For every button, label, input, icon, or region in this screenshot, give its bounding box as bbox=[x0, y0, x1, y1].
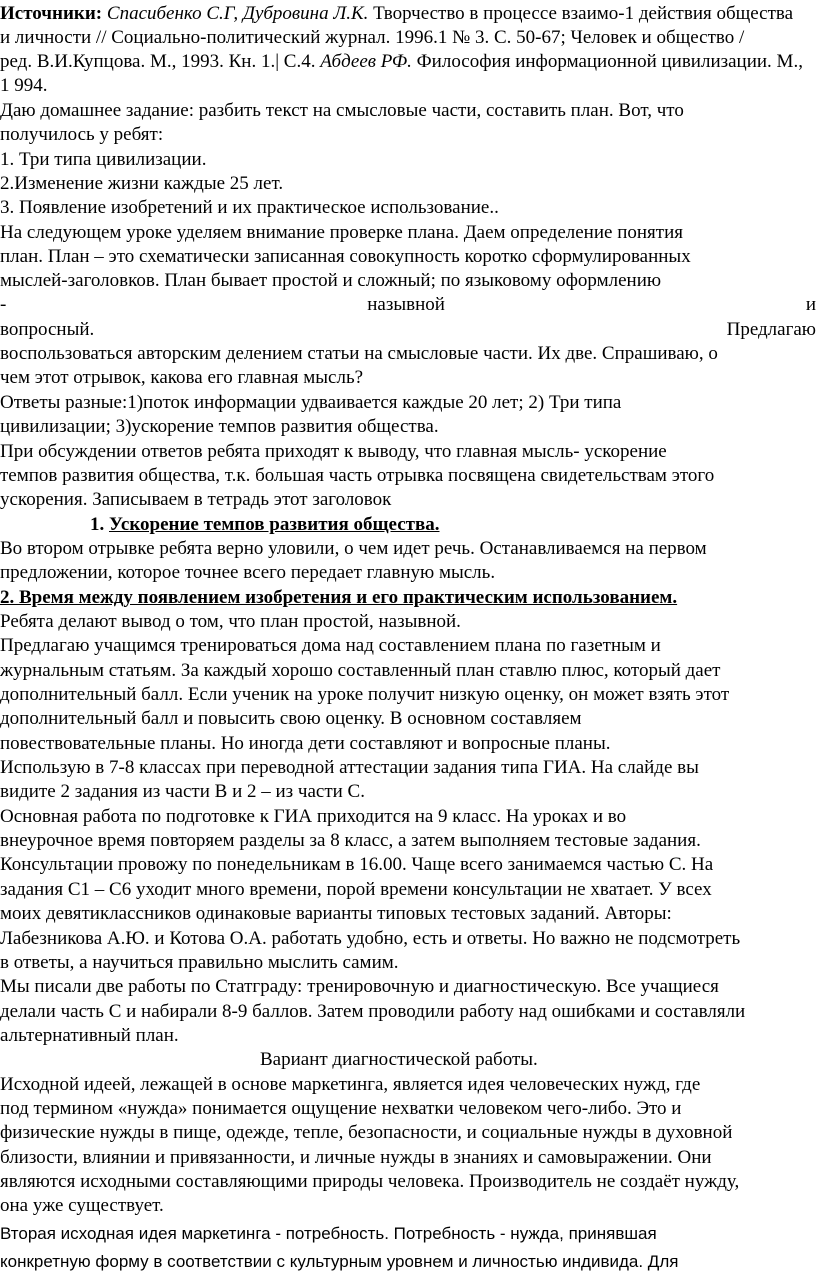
sources-line-4: 1 994. bbox=[0, 75, 48, 96]
sources-label: Источники: bbox=[0, 3, 103, 24]
plan-check-line-2: план. План – это схематически записанная совокупность коротко сформулированных bbox=[0, 246, 691, 267]
gia-line-9: в ответы, а научиться правильно мыслить самим. bbox=[0, 952, 399, 973]
plan-item-1: 1. Три типа цивилизации. bbox=[0, 149, 207, 170]
training-line-3: дополнительный балл. Если ученик на уроке получит низкую оценку, он может взять этот bbox=[0, 684, 730, 705]
plan-item-2: 2.Изменение жизни каждые 25 лет. bbox=[0, 173, 284, 194]
variant-line-3: физические нужды в пище, одежде, тепле, безопасности, и социальные нужды в духовной bbox=[0, 1122, 733, 1143]
gia-line-6: задания С1 – С6 уходит много времени, порой времени консультации не хватает. У всех bbox=[0, 879, 712, 900]
variant-line-6: она уже существует. bbox=[0, 1195, 164, 1216]
gia-line-5: Консультации провожу по понедельникам в 16.00. Чаще всего занимаемся частью С. На bbox=[0, 854, 714, 875]
sources-author-2: Абдеев РФ. bbox=[320, 51, 412, 72]
gia-line-7: моих девятиклассников одинаковые варианты типовых тестовых заданий. Авторы: bbox=[0, 903, 672, 924]
discussion-line-2: темпов развития общества, т.к. большая часть отрывка посвящена свидетельствам этого bbox=[0, 465, 715, 486]
variant-line-5: являются исходными составляющими природы человека. Производитель не создаёт нужду, bbox=[0, 1171, 740, 1192]
homework-line-2: получилось у ребят: bbox=[0, 124, 164, 145]
training-line-1: Предлагаю учащимся тренироваться дома над составлением плана по газетным и bbox=[0, 635, 661, 656]
conclusion-line: Ребята делают вывод о том, что план простой, назывной. bbox=[0, 611, 461, 632]
homework-line-1: Даю домашнее задание: разбить текст на смысловые части, составить план. Вот, что bbox=[0, 100, 684, 121]
statgrad-line-2: делали часть С и набирали 8-9 баллов. Затем проводили работу над ошибками и составляли bbox=[0, 1001, 746, 1022]
plan-check-line-1: На следующем уроке уделяем внимание проверке плана. Даем определение понятия bbox=[0, 222, 683, 243]
statgrad-line-3: альтернативный план. bbox=[0, 1025, 179, 1046]
plan-item-3: 3. Появление изобретений и их практическое использование.. bbox=[0, 197, 499, 218]
marketing-line-1: Вторая исходная идея маркетинга - потребность. Потребность - нужда, принявшая bbox=[0, 1224, 657, 1243]
gia-line-8: Лабезникова А.Ю. и Котова О.А. работать удобно, есть и ответы. Но важно не подсмотреть bbox=[0, 928, 741, 949]
answers-line-1: Ответы разные:1)поток информации удваивается каждые 20 лет; 2) Три типа bbox=[0, 392, 622, 413]
discussion-line-3: ускорения. Записываем в тетрадь этот заголовок bbox=[0, 489, 392, 510]
marketing-line-2: конкретную форму в соответствии с культурным уровнем и личностью индивида. Для bbox=[0, 1252, 679, 1271]
sources-author-1: Спасибенко С.Г, Дубровина Л.К. bbox=[106, 3, 369, 24]
heading-1-text: Ускорение темпов развития общества. bbox=[109, 514, 440, 535]
variant-line-4: близости, влиянии и привязанности, и личные нужды в знаниях и самовыражении. Они bbox=[0, 1147, 712, 1168]
second-excerpt-line-2: предложении, которое точнее всего передает главную мысль. bbox=[0, 562, 496, 583]
discussion-line-1: При обсуждении ответов ребята приходят к выводу, что главная мысль- ускорение bbox=[0, 441, 667, 462]
plan-check-line-3: мыслей-заголовков. План бывает простой и сложный; по языковому оформлению bbox=[0, 270, 662, 291]
sources-line-3: ред. В.И.Купцова. М., 1993. Кн. 1.| С.4. Абдеев РФ. Философия информационной цивилизации. М., bbox=[0, 51, 803, 72]
variant-line-1: Исходной идеей, лежащей в основе маркетинга, является идея человеческих нужд, где bbox=[0, 1074, 701, 1095]
training-line-4: дополнительный балл и повысить свою оценку. В основном составляем bbox=[0, 708, 582, 729]
training-line-5: повествовательные планы. Но иногда дети составляют и вопросные планы. bbox=[0, 733, 611, 754]
second-excerpt-line-1: Во втором отрывке ребята верно уловили, о чем идет речь. Останавливаемся на первом bbox=[0, 538, 707, 559]
answers-line-2: цивилизации; 3)ускорение темпов развития общества. bbox=[0, 416, 439, 437]
training-line-2: журнальным статьям. За каждый хорошо составленный план ставлю плюс, который дает bbox=[0, 660, 721, 681]
plan-check-spread-line-2: вопросный. Предлагаю bbox=[0, 319, 816, 340]
gia-line-1: Использую в 7-8 классах при переводной аттестации задания типа ГИА. На слайде вы bbox=[0, 757, 699, 778]
heading-2: 2. Время между появлением изобретения и его практическим использованием. bbox=[0, 587, 678, 608]
sources-line-2: и личности // Социально-политический журнал. 1996.1 № 3. С. 50-67; Человек и общество / bbox=[0, 27, 745, 48]
gia-line-2: видите 2 задания из части В и 2 – из части С. bbox=[0, 781, 365, 802]
gia-line-3: Основная работа по подготовке к ГИА приходится на 9 класс. На уроках и во bbox=[0, 806, 627, 827]
sources-line-1: Источники: Спасибенко С.Г, Дубровина Л.К. Творчество в процессе взаимо-1 действия общества bbox=[0, 3, 794, 24]
plan-check-line-4: воспользоваться авторским делением статьи на смысловые части. Их две. Спрашиваю, о bbox=[0, 343, 718, 364]
variant-title: Вариант диагностической работы. bbox=[260, 1049, 538, 1070]
plan-check-line-5: чем этот отрывок, какова его главная мысль? bbox=[0, 367, 364, 388]
heading-1: 1. Ускорение темпов развития общества. bbox=[90, 514, 440, 535]
statgrad-line-1: Мы писали две работы по Статграду: тренировочную и диагностическую. Все учащиеся bbox=[0, 976, 719, 997]
gia-line-4: внеурочное время повторяем разделы за 8 класс, а затем выполняем тестовые задания. bbox=[0, 830, 701, 851]
variant-line-2: под термином «нужда» понимается ощущение нехватки человеком чего-либо. Это и bbox=[0, 1098, 682, 1119]
plan-check-spread-line-1: - назывной и bbox=[0, 294, 816, 315]
